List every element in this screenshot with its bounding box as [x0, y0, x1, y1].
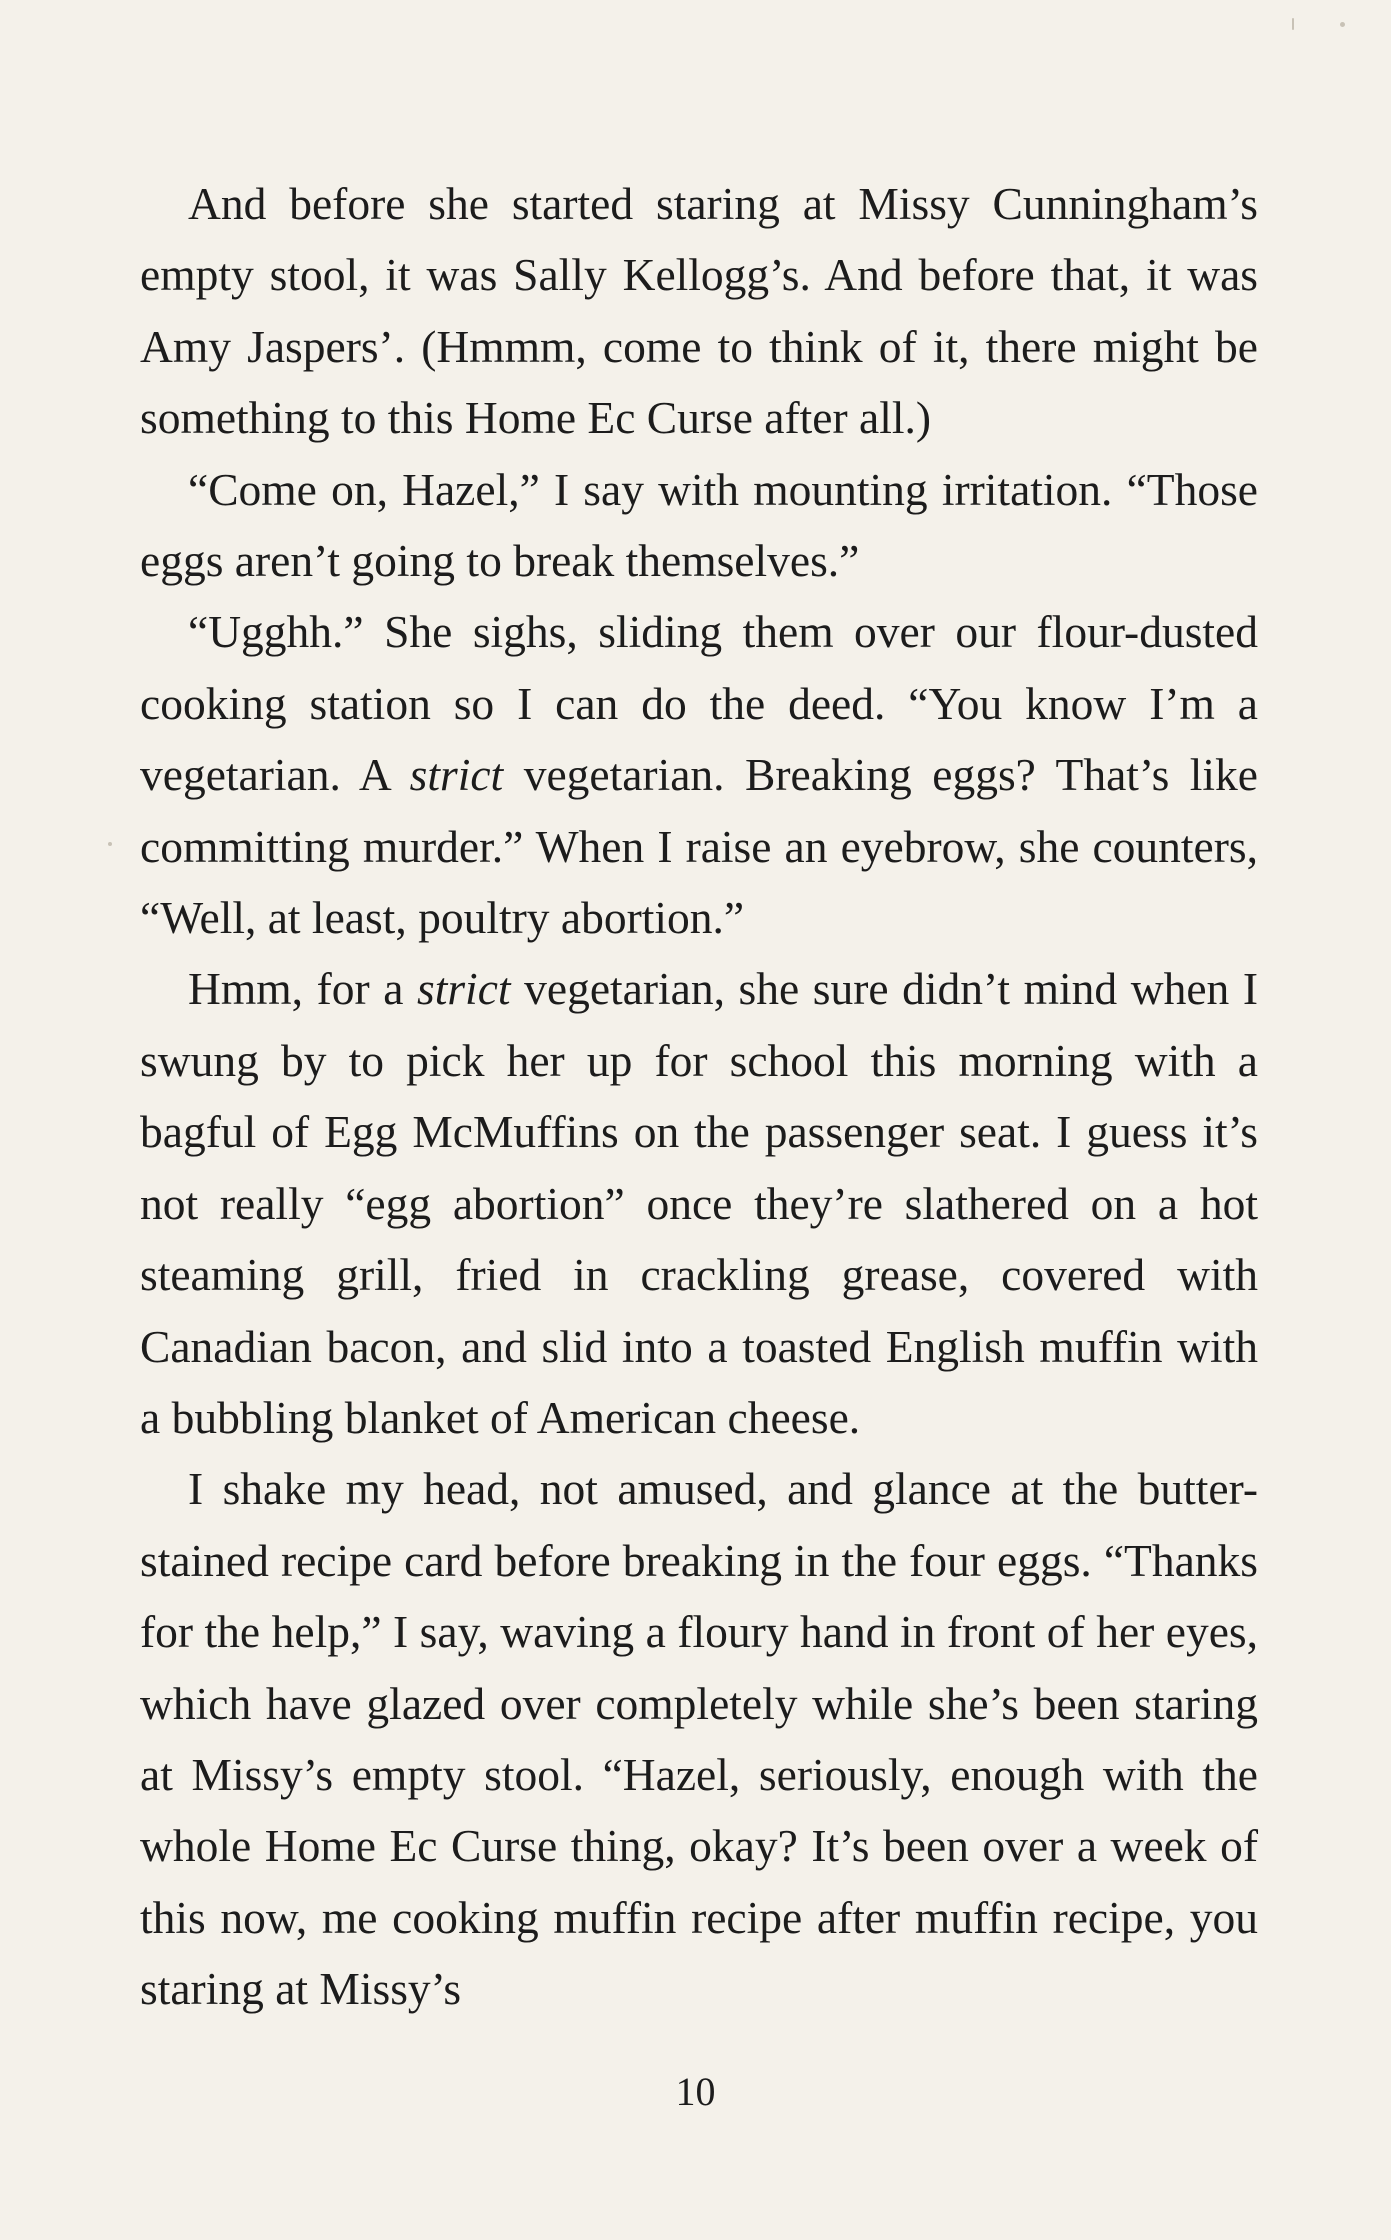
paper-speck — [1340, 22, 1345, 27]
italic-text: strict — [409, 749, 504, 801]
paragraph-2 — [140, 454, 1258, 597]
text-run: vegetarian. Breaking eggs? That’s like committing murder.” When I raise an eyebrow, she counters, “Well, at least, poultry abortion.” — [140, 749, 1258, 944]
page-number: 10 — [675, 2069, 716, 2114]
paragraph-5 — [140, 1453, 1258, 2024]
text-run: “Ugghh.” She sighs, sliding them over our flour-dusted cooking station so I can do the deed. “You know I’m a vegetarian. A — [140, 606, 1258, 801]
body-text — [140, 168, 1258, 2025]
paper-speck — [1292, 18, 1294, 30]
text-run: vegetarian, she sure didn’t mind when I swung by to pick her up for school this morning with a bagful of Egg McMuffins on the passenger seat. I guess it’s not really “egg abortion” once they’re slathered on a hot steaming grill, fried in crackling grease, covered with Canadian bacon, and slid into a toasted English muffin with a bubbling blanket of American cheese. — [140, 963, 1258, 1443]
paragraph-3 — [140, 596, 1258, 953]
paragraph-4 — [140, 953, 1258, 1453]
text-run: “Come on, Hazel,” I say with mounting irritation. “Those eggs aren’t going to break themselves.” — [140, 463, 1258, 587]
paragraph-1 — [140, 168, 1258, 454]
paper-speck — [108, 842, 112, 846]
text-run: I shake my head, not amused, and glance at the butter-stained recipe card before breaking in the four eggs. “Thanks for the help,” I say, waving a floury hand in front of her eyes, which have glazed over completely while she’s been staring at Missy’s empty stool. “Hazel, seriously, enough with the whole Home Ec Curse thing, okay? It’s been over a week of this now, me cooking muffin recipe after muffin recipe, you staring at Missy’s — [140, 1463, 1258, 2015]
italic-text: strict — [417, 963, 511, 1015]
text-run: And before she started staring at Missy Cunningham’s empty stool, it was Sally Kellogg’s. And before that, it was Amy Jaspers’. (Hmmm, come to think of it, there might be something to this Home Ec Curse after all.) — [140, 178, 1258, 444]
text-run: Hmm, for a — [188, 963, 417, 1015]
